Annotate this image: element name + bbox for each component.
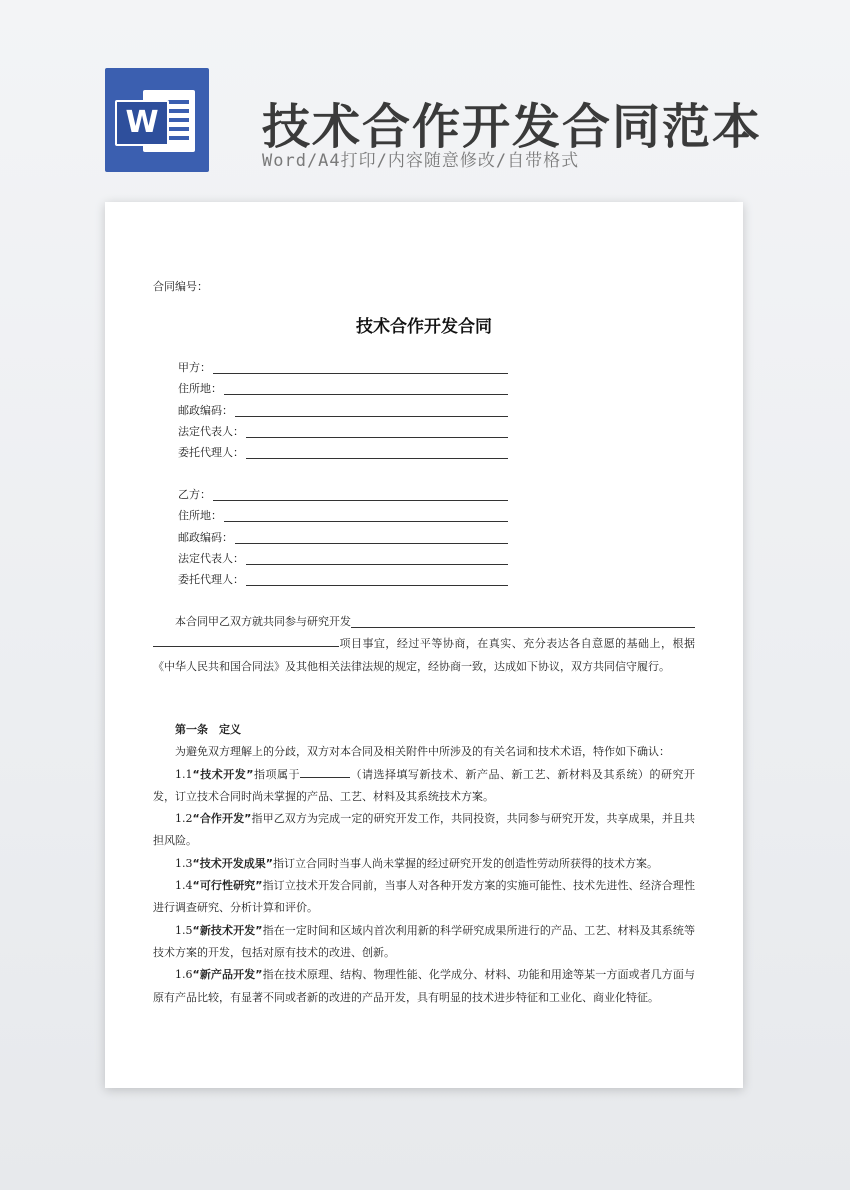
field-label: 住所地： xyxy=(178,382,222,396)
word-letter-icon: W xyxy=(115,100,169,146)
blank-line[interactable] xyxy=(246,446,508,459)
field-label: 委托代理人： xyxy=(178,445,244,459)
blank-line[interactable] xyxy=(235,531,508,544)
field-label: 邮政编码： xyxy=(178,530,233,544)
party-a-address-row xyxy=(178,377,508,398)
field-label: 法定代表人： xyxy=(178,551,244,565)
item-text: 指在一定时间和区域内首次利用新的科学研究成果所进行的产品、工艺、材料及其系统等技术方案的开发，包括对原有技术的改进、创新。 xyxy=(153,923,695,959)
blank-line[interactable] xyxy=(246,425,508,438)
blank-line[interactable] xyxy=(246,552,508,565)
article-1 xyxy=(153,719,695,1009)
item-text: （请选择填写新技术、新产品、新工艺、新材料及其系统）的研究开发，订立技术合同时尚未掌握的产品、工艺、材料及其系统技术方案。 xyxy=(153,767,696,803)
party-b-agent-row xyxy=(178,568,508,589)
item-text: 指订立合同时当事人尚未掌握的经过研究开发的创造性劳动所获得的技术方案。 xyxy=(272,856,658,870)
blank-line[interactable] xyxy=(224,382,508,395)
item-prefix: 指项属于 xyxy=(253,767,300,781)
definition-item xyxy=(153,764,695,809)
party-a-postcode-row xyxy=(178,398,508,419)
template-subtitle: Word/A4打印/内容随意修改/自带格式 xyxy=(262,151,580,171)
template-title: 技术合作开发合同范本 xyxy=(262,99,763,155)
item-number: 1.4 xyxy=(175,879,193,893)
intro-line-1: 本合同甲乙双方就共同参与研究开发 xyxy=(175,615,351,628)
field-label: 邮政编码： xyxy=(178,403,233,417)
contract-number-label: 合同编号： xyxy=(153,280,208,293)
party-b-address-row xyxy=(178,504,508,525)
blank-line[interactable] xyxy=(235,404,508,417)
document-page xyxy=(105,202,743,1088)
field-label: 住所地： xyxy=(178,509,222,523)
defined-term: “新产品开发” xyxy=(192,968,263,982)
party-a-agent-row xyxy=(178,441,508,462)
party-b-postcode-row xyxy=(178,525,508,546)
intro-paragraph xyxy=(153,611,695,678)
definition-item xyxy=(153,920,695,965)
defined-term: “技术开发成果” xyxy=(192,856,273,870)
field-label: 委托代理人： xyxy=(178,572,244,586)
party-b-legal-rep-row xyxy=(178,547,508,568)
defined-term: “新技术开发” xyxy=(192,923,263,937)
article-1-preamble: 为避免双方理解上的分歧，双方对本合同及相关附件中所涉及的有关名词和技术术语，特作如下确认： xyxy=(175,745,670,759)
field-label: 乙方： xyxy=(178,488,211,502)
defined-term: “可行性研究” xyxy=(192,879,263,893)
article-1-title: 第一条 定义 xyxy=(175,723,241,736)
definition-item xyxy=(153,808,695,853)
item-text: 指甲乙双方为完成一定的研究开发工作，共同投资，共同参与研究开发，共享成果，并且共担风险。 xyxy=(153,812,696,848)
party-b-name-row xyxy=(178,483,508,504)
definition-item xyxy=(153,875,695,920)
definition-item xyxy=(153,853,695,875)
document-title: 技术合作开发合同 xyxy=(356,317,492,337)
item-number: 1.2 xyxy=(175,812,193,826)
blank-line[interactable] xyxy=(224,509,508,522)
item-number: 1.1 xyxy=(175,767,193,781)
defined-term: “技术开发” xyxy=(192,767,254,781)
field-label: 甲方： xyxy=(178,361,211,375)
word-icon xyxy=(105,68,209,172)
item-number: 1.3 xyxy=(175,856,193,870)
field-label: 法定代表人： xyxy=(178,424,244,438)
defined-term: “合作开发” xyxy=(192,812,252,826)
party-a-name-row xyxy=(178,356,508,377)
project-name-blank-2[interactable] xyxy=(153,634,339,647)
intro-line-2: 项目事宜，经过平等协商，在真实、充分表达各自意愿的基础上，根据《中华人民共和国合同法》及其他相关法律法规的规定，经协商一致，达成如下协议，双方共同信守履行。 xyxy=(153,637,695,673)
template-header xyxy=(0,0,850,200)
tech-type-blank[interactable] xyxy=(300,765,350,778)
item-text: 指在技术原理、结构、物理性能、化学成分、材料、功能和用途等某一方面或者几方面与原有产品比较，有显著不同或者新的改进的产品开发，具有明显的技术进步特征和工业化、商业化特征。 xyxy=(153,968,695,1004)
item-number: 1.6 xyxy=(175,968,193,982)
party-b-block xyxy=(178,483,508,589)
party-a-legal-rep-row xyxy=(178,420,508,441)
blank-line[interactable] xyxy=(213,361,508,374)
party-a-block xyxy=(178,356,508,462)
item-number: 1.5 xyxy=(175,923,193,937)
blank-line[interactable] xyxy=(246,573,508,586)
blank-line[interactable] xyxy=(213,488,508,501)
definition-item xyxy=(153,964,695,1009)
project-name-blank[interactable] xyxy=(351,615,695,628)
item-text: 指订立技术开发合同前，当事人对各种开发方案的实施可能性、技术先进性、经济合理性进行调查研究、分析计算和评价。 xyxy=(153,879,695,915)
